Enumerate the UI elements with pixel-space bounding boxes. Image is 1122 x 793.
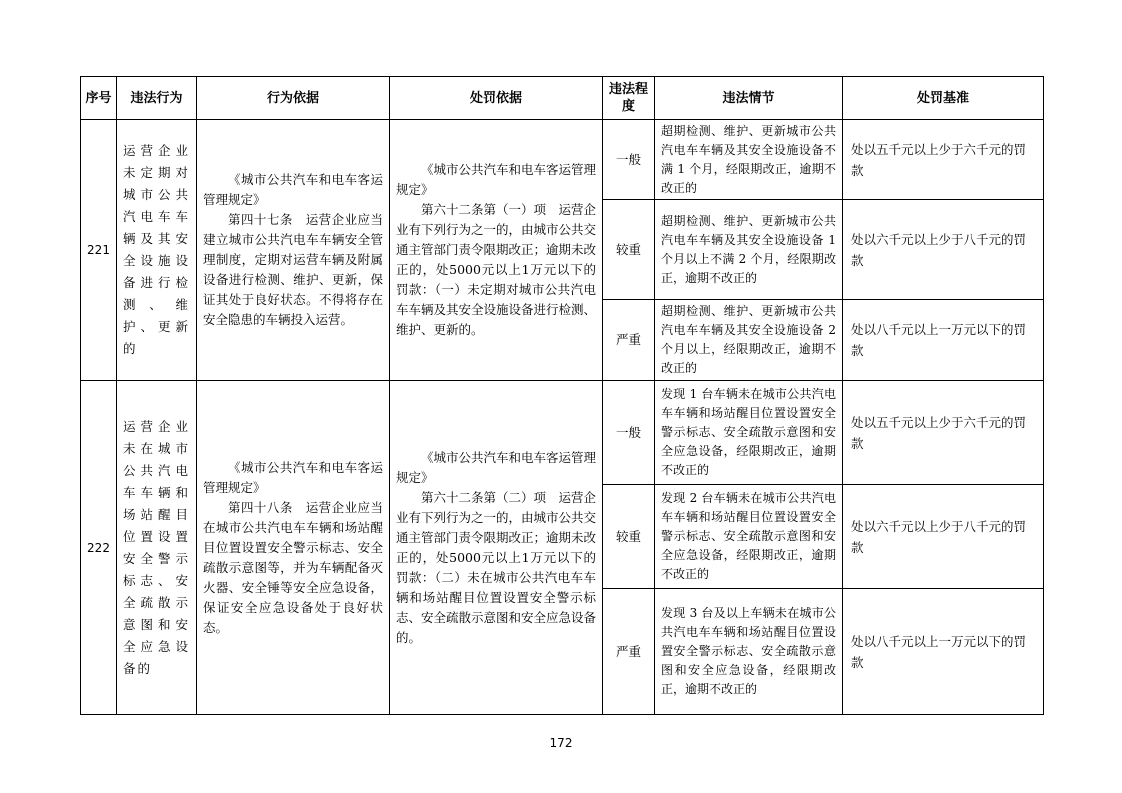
violation-act: 运营企业未定期对城市公共汽电车车辆及其安全设施设备进行检测、维护、更新的 [117,120,197,381]
standard-cell: 处以五千元以上少于六千元的罚款 [843,381,1044,485]
penalty-basis-title: 《城市公共汽车和电车客运管理规定》 [396,162,597,197]
circumstance-cell: 超期检测、维护、更新城市公共汽电车车辆及其安全设施设备不满 1 个月，经限期改正，逾期不改正的 [655,120,843,200]
header-standard: 处罚基准 [843,77,1044,120]
row-number: 222 [81,381,117,715]
table-row [81,120,1044,200]
header-no: 序号 [81,77,117,120]
header-circumstance: 违法情节 [655,77,843,120]
penalty-basis [390,381,603,715]
circumstance-cell: 发现 3 台及以上车辆未在城市公共汽电车车辆和场站醒目位置设置安全警示标志、安全疏散示意图和安全应急设备，经限期改正，逾期不改正的 [655,589,843,715]
page-number: 172 [549,736,573,750]
table-header-row [81,77,1044,120]
behavior-basis [197,381,390,715]
row-number: 221 [81,120,117,381]
degree-cell: 一般 [603,381,655,485]
header-basis: 行为依据 [197,77,390,120]
degree-cell: 严重 [603,300,655,381]
header-penalty-basis: 处罚依据 [390,77,603,120]
penalty-standard-table [80,76,1044,715]
behavior-basis-title: 《城市公共汽车和电车客运管理规定》 [203,459,383,495]
circumstance-cell: 超期检测、维护、更新城市公共汽电车车辆及其安全设施设备 2 个月以上，经限期改正，逾期不改正的 [655,300,843,381]
standard-cell: 处以六千元以上少于八千元的罚款 [843,485,1044,589]
violation-act: 运营企业未在城市公共汽电车车辆和场站醒目位置设置安全警示标志、安全疏散示意图和安全应急设备的 [117,381,197,715]
penalty-basis-text: 第六十二条第（一）项 运营企业有下列行为之一的，由城市公共交通主管部门责令限期改正；逾期未改正的，处5000元以上1万元以下的罚款：（一）未定期对城市公共汽电车车辆及其安全设施设备进行检测、维护、更新的。 [396,202,597,337]
penalty-basis-text: 第六十二条第（二）项 运营企业有下列行为之一的，由城市公共交通主管部门责令限期改正；逾期未改正的，处5000元以上1万元以下的罚款：（二）未在城市公共汽电车车辆和场站醒目位置设置安全警示标志、安全疏散示意图和安全应急设备的。 [396,489,597,645]
penalty-basis-title: 《城市公共汽车和电车客运管理规定》 [396,449,597,485]
standard-cell: 处以六千元以上少于八千元的罚款 [843,200,1044,300]
circumstance-cell: 超期检测、维护、更新城市公共汽电车车辆及其安全设施设备 1 个月以上不满 2 个月，经限期改正，逾期不改正的 [655,200,843,300]
degree-cell: 严重 [603,589,655,715]
behavior-basis-text: 第四十七条 运营企业应当建立城市公共汽电车车辆安全管理制度，定期对运营车辆及附属设备进行检测、维护、更新，保证其处于良好状态。不得将存在安全隐患的车辆投入运营。 [203,212,383,327]
table-row [81,381,1044,485]
degree-cell: 较重 [603,485,655,589]
header-degree: 违法程度 [603,77,655,120]
degree-cell: 较重 [603,200,655,300]
standard-cell: 处以八千元以上一万元以下的罚款 [843,300,1044,381]
behavior-basis-text: 第四十八条 运营企业应当在城市公共汽电车车辆和场站醒目位置设置安全警示标志、安全疏散示意图等，并为车辆配备灭火器、安全锤等安全应急设备，保证安全应急设备处于良好状态。 [203,499,383,635]
circumstance-cell: 发现 2 台车辆未在城市公共汽电车车辆和场站醒目位置设置安全警示标志、安全疏散示意图和安全应急设备，经限期改正，逾期不改正的 [655,485,843,589]
degree-cell: 一般 [603,120,655,200]
circumstance-cell: 发现 1 台车辆未在城市公共汽电车车辆和场站醒目位置设置安全警示标志、安全疏散示意图和安全应急设备，经限期改正，逾期不改正的 [655,381,843,485]
behavior-basis-title: 《城市公共汽车和电车客运管理规定》 [203,172,383,207]
penalty-basis [390,120,603,381]
header-act: 违法行为 [117,77,197,120]
behavior-basis [197,120,390,381]
standard-cell: 处以八千元以上一万元以下的罚款 [843,589,1044,715]
standard-cell: 处以五千元以上少于六千元的罚款 [843,120,1044,200]
